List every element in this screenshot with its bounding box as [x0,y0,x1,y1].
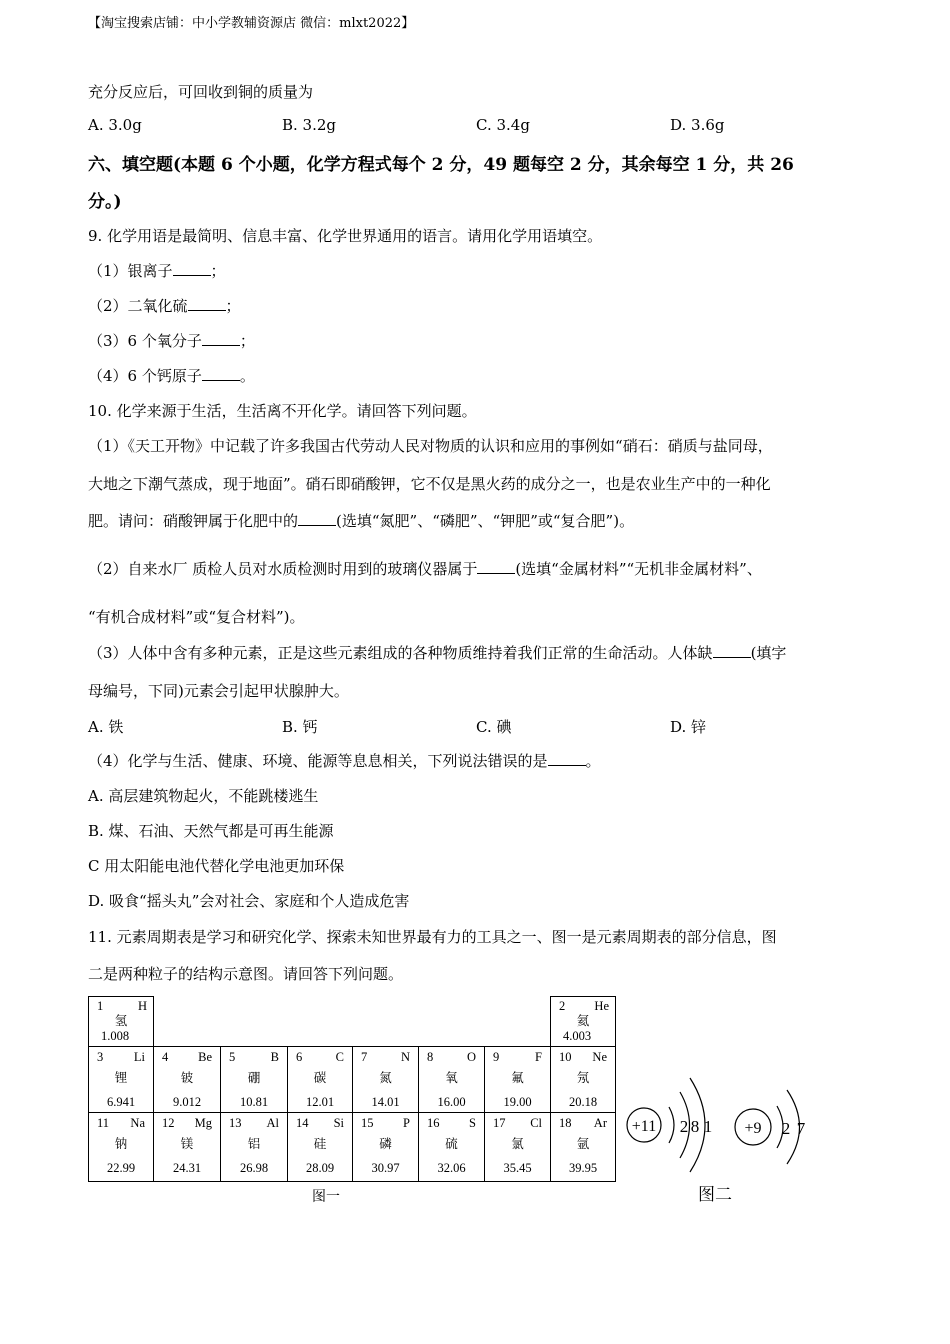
element-name: 铝 [247,1137,261,1151]
element-name: 钠 [114,1137,128,1151]
answer-blank[interactable] [173,261,211,276]
element-name: 氢 [114,1014,128,1028]
element-symbol: Ne [592,1050,607,1064]
atomic-mass: 22.99 [106,1161,136,1175]
q9-part2-text: （2）二氧化硫 [88,297,188,315]
q9-part3 [88,331,255,351]
element-name: 氮 [379,1071,392,1085]
q10-part3-line2: 母编号，下同)元素会引起甲状腺肿大。 [88,682,349,700]
atomic-number: 9 [493,1050,500,1064]
figure2-caption: 图二 [698,1185,732,1205]
element-name: 氯 [511,1137,524,1151]
atomic-mass: 32.06 [437,1161,466,1175]
atomic-mass: 30.97 [371,1161,400,1175]
answer-blank[interactable] [548,751,586,766]
element-symbol: F [535,1050,542,1064]
table-top-border [153,1046,551,1047]
atomic-number: 14 [296,1116,309,1130]
q9-part2 [88,296,241,316]
atomic-mass: 9.012 [172,1095,202,1109]
atomic-mass: 39.95 [568,1161,598,1175]
element-name: 磷 [379,1137,392,1151]
q8-option-d: D. 3.6g [670,116,725,134]
answer-blank[interactable] [188,296,226,311]
atomic-mass: 16.00 [437,1095,466,1109]
atomic-mass: 6.941 [106,1095,136,1109]
q10-part4-option-a: A. 高层建筑物起火，不能跳楼逃生 [88,787,319,805]
element-symbol: B [270,1050,279,1064]
particle-2 [735,1090,806,1164]
atomic-number: 12 [162,1116,175,1130]
element-cell-s [418,1112,485,1182]
atomic-number: 2 [559,999,566,1013]
element-cell-ne [550,1046,616,1113]
element-symbol: H [137,999,147,1013]
q10-option-b: B. 钙 [282,718,318,736]
particle-diagrams [622,1070,822,1180]
element-symbol: Mg [194,1116,212,1130]
q10-stem: 10. 化学来源于生活，生活离不开化学。请回答下列问题。 [88,402,477,420]
q10-option-a: A. 铁 [88,718,124,736]
particle-2-nucleus: +9 [744,1120,762,1137]
q10-part3-line1 [88,643,786,663]
element-cell-o [418,1046,485,1113]
atomic-number: 16 [427,1116,440,1130]
atomic-number: 8 [427,1050,434,1064]
element-symbol: C [335,1050,344,1064]
q9-part4 [88,366,255,386]
atomic-number: 18 [559,1116,572,1130]
answer-blank[interactable] [298,511,336,526]
atomic-number: 4 [162,1050,169,1064]
element-name: 氧 [445,1071,458,1085]
q10-part4-option-c: C 用太阳能电池代替化学电池更加环保 [88,857,345,875]
particle-2-shell-1: 2 [781,1119,791,1138]
q9-part2-end: ； [225,297,241,315]
atomic-mass: 4.003 [563,1029,592,1043]
atomic-mass: 10.81 [239,1095,269,1109]
q10-part1-text: 肥。请问：硝酸钾属于化肥中的 [88,512,299,530]
answer-blank[interactable] [477,559,515,574]
q11-line2: 二是两种粒子的结构示意图。请回答下列问题。 [88,965,404,983]
element-symbol: Si [333,1116,344,1130]
q10-part1-line1: （1）《天工开物》中记载了许多我国古代劳动人民对物质的认识和应用的事例如“硝石：硝质与盐同母， [88,437,773,455]
q9-part1-end: ； [210,262,226,280]
q10-part2-choices: (选填“金属材料”“无机非金属材料”、 [515,560,762,578]
particle-1-shell-3: 1 [703,1117,713,1136]
periodic-table [88,996,622,1182]
element-symbol: Na [130,1116,145,1130]
element-cell-he [550,996,616,1047]
element-cell-cl [484,1112,551,1182]
q9-part1 [88,261,226,281]
q10-part2-line1 [88,559,762,579]
q10-part1-line2: 大地之下潮气蒸成，现于地面”。硝石即硝酸钾，它不仅是黑火药的成分之一，也是农业生产中的一种化 [88,475,771,493]
element-name: 氩 [576,1137,590,1151]
particle-1-shell-2: 8 [690,1117,700,1136]
atomic-number: 15 [361,1116,374,1130]
element-name: 氟 [511,1071,524,1085]
atomic-mass: 24.31 [172,1161,202,1175]
element-cell-f [484,1046,551,1113]
q9-part4-end: 。 [239,367,255,385]
element-symbol: Li [133,1050,145,1064]
atomic-number: 1 [97,999,104,1013]
element-symbol: Be [198,1050,212,1064]
atomic-mass: 20.18 [568,1095,598,1109]
q10-option-c: C. 碘 [476,718,512,736]
particle-1-shell-1: 2 [679,1117,689,1136]
element-name: 氦 [576,1014,590,1028]
answer-blank[interactable] [202,366,240,381]
q9-part1-text: （1）银离子 [88,262,173,280]
q8-option-b: B. 3.2g [282,116,337,134]
element-name: 碳 [313,1071,327,1085]
atomic-number: 3 [97,1050,104,1064]
q10-option-d: D. 锌 [670,718,707,736]
q10-part1-choices: (选填“氮肥”、“磷肥”、“钾肥”或“复合肥”)。 [336,512,635,530]
q10-part4 [88,751,601,771]
element-name: 硅 [313,1137,327,1151]
element-symbol: P [403,1116,410,1130]
atomic-mass: 19.00 [503,1095,532,1109]
element-cell-n [352,1046,419,1113]
element-cell-ar [550,1112,616,1182]
q10-part2-text: （2）自来水厂 质检人员对水质检测时用到的玻璃仪器属于 [88,560,478,578]
q9-stem: 9. 化学用语是最简明、信息丰富、化学世界通用的语言。请用化学用语填空。 [88,227,603,245]
q10-part4-option-d: D. 吸食“摇头丸”会对社会、家庭和个人造成危害 [88,892,410,910]
q10-part3-text: （3）人体中含有多种元素，正是这些元素组成的各种物质维持着我们正常的生命活动。人体缺 [88,644,713,662]
q9-part3-text: （3）6 个氧分子 [88,332,202,350]
element-symbol: Ar [593,1116,607,1130]
element-name: 镁 [180,1137,194,1151]
q11-line1: 11. 元素周期表是学习和研究化学、探索未知世界最有力的工具之一、图一是元素周期表的部分信息，图 [88,928,777,946]
section-title-cont: 分。) [88,192,122,212]
element-cell-h [88,996,154,1047]
element-symbol: N [400,1050,410,1064]
q9-part3-end: ； [239,332,255,350]
element-cell-al [220,1112,288,1182]
atomic-number: 13 [229,1116,242,1130]
element-name: 硫 [445,1137,458,1151]
element-name: 锂 [114,1071,128,1085]
element-name: 铍 [180,1071,194,1085]
particle-1 [627,1078,712,1172]
electron-shell-arc [669,1107,674,1143]
q10-part4-text: （4）化学与生活、健康、环境、能源等息息相关，下列说法错误的是 [88,752,548,770]
element-symbol: Cl [530,1116,542,1130]
q10-part4-option-b: B. 煤、石油、天然气都是可再生能源 [88,822,334,840]
atomic-number: 17 [493,1116,506,1130]
figure1-caption: 图一 [312,1189,340,1205]
q10-part3-end: (填字 [750,644,787,662]
element-cell-na [88,1112,154,1182]
atomic-mass: 26.98 [239,1161,269,1175]
atomic-mass: 35.45 [503,1161,532,1175]
atomic-mass: 14.01 [371,1095,400,1109]
element-cell-b [220,1046,288,1113]
element-symbol: He [594,999,609,1013]
element-symbol: O [466,1050,476,1064]
q10-part1-line3 [88,511,634,531]
element-name: 氖 [576,1071,590,1085]
element-symbol: Al [266,1116,279,1130]
element-cell-c [287,1046,353,1113]
section-title: 六、填空题(本题 6 个小题，化学方程式每个 2 分，49 题每空 2 分，其余每空 1 分，共 26 [88,155,794,175]
q8-option-c: C. 3.4g [476,116,530,134]
atomic-number: 7 [361,1050,368,1064]
q9-part4-text: （4）6 个钙原子 [88,367,202,385]
element-symbol: S [469,1116,476,1130]
answer-blank[interactable] [202,331,240,346]
q8-tail: 充分反应后，可回收到铜的质量为 [88,83,314,101]
element-name: 硼 [247,1071,261,1085]
atomic-number: 11 [97,1116,110,1130]
atomic-mass: 28.09 [305,1161,335,1175]
q10-part4-end: 。 [585,752,601,770]
element-cell-p [352,1112,419,1182]
atomic-mass: 12.01 [305,1095,335,1109]
particle-1-nucleus: +11 [631,1118,657,1135]
element-cell-li [88,1046,154,1113]
particle-2-shell-2: 7 [796,1119,806,1138]
q10-part2-line2: “有机合成材料”或“复合材料”)。 [88,608,305,626]
element-cell-mg [153,1112,221,1182]
atomic-number: 5 [229,1050,236,1064]
page-header: 【淘宝搜索店铺：中小学教辅资源店 微信：mlxt2022】 [88,16,415,31]
atomic-number: 10 [559,1050,572,1064]
answer-blank[interactable] [713,643,751,658]
element-cell-si [287,1112,353,1182]
atomic-number: 6 [296,1050,303,1064]
q8-option-a: A. 3.0g [88,116,142,134]
element-cell-be [153,1046,221,1113]
atomic-mass: 1.008 [101,1029,130,1043]
